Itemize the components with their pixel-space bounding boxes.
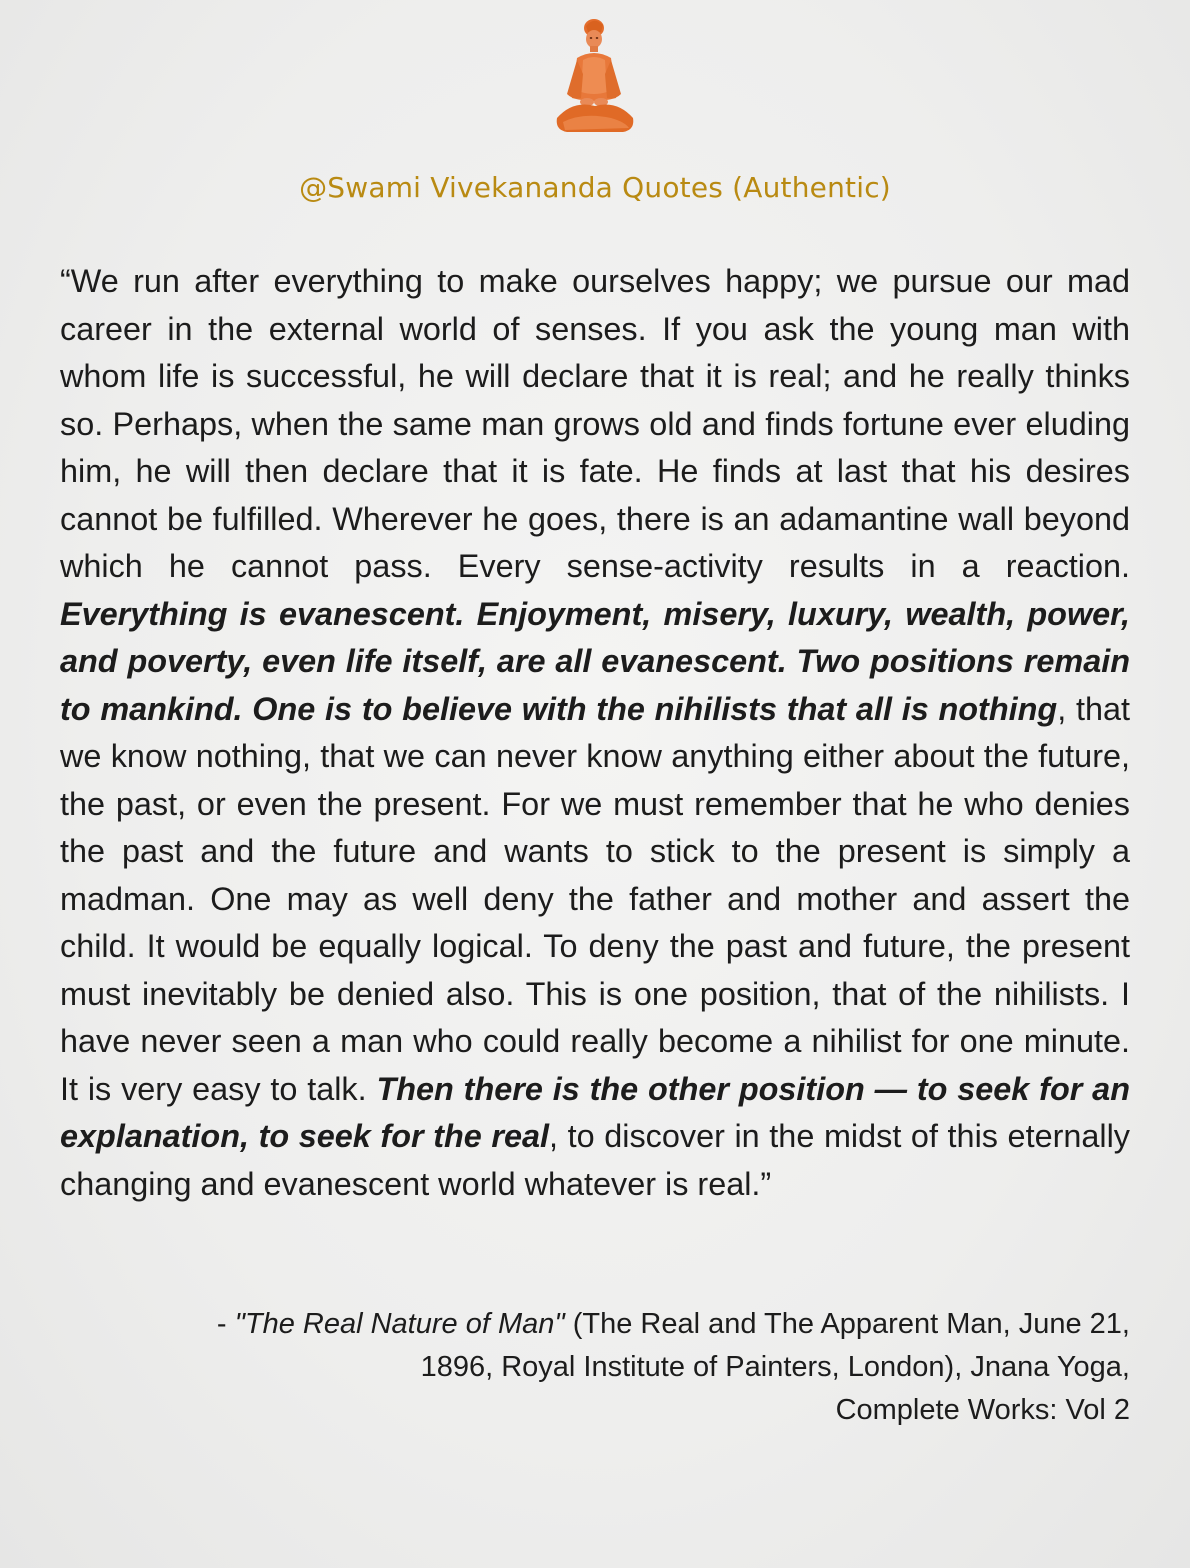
quote-text	[60, 258, 1130, 1208]
quote-segment: , to discover in the midst of this eternally changing and evanescent world whatever is real.”	[60, 1118, 1130, 1202]
citation-line-3: Complete Works: Vol 2	[835, 1394, 1130, 1426]
citation-line-1	[130, 1303, 1130, 1346]
quote-emphasis: Then there is the other position — to seek for an explanation, to seek for the real	[60, 1070, 1130, 1154]
citation-dash: -	[216, 1308, 235, 1340]
page-handle: @Swami Vivekananda Quotes (Authentic)	[299, 171, 891, 204]
citation-line-2: 1896, Royal Institute of Painters, London), Jnana Yoga,	[420, 1351, 1130, 1383]
meditating-monk-icon	[553, 14, 637, 134]
quote-emphasis: Everything is evanescent. Enjoyment, misery, luxury, wealth, power, and poverty, even life itself, are all evanescent. Two positions remain to mankind. One is to believe with the nihilists that all is nothing	[60, 595, 1130, 727]
citation-details: (The Real and The Apparent Man, June 21,	[564, 1308, 1130, 1340]
quote-segment: , that we know nothing, that we can never know anything either about the future, the past, or even the present. For we must remember that he who denies the past and the future and wants to stick to the present is simply a madman. One may as well deny the father and mother and assert the child. It would be equally logical. To deny the past and future, the present must inevitably be denied also. This is one position, that of the nihilists. I have never seen a man who could really become a nihilist for one minute. It is very easy to talk.	[60, 690, 1130, 1107]
citation-title: "The Real Nature of Man"	[234, 1308, 565, 1340]
quote-segment: “We run after everything to make ourselves happy; we pursue our mad career in the external world of senses. If you ask the young man with whom life is successful, he will declare that it is real; and he really thinks so. Perhaps, when the same man grows old and finds fortune ever eluding him, he will then declare that it is fate. He finds at last that his desires cannot be fulfilled. Wherever he goes, there is an adamantine wall beyond which he cannot pass. Every sense-activity results in a reaction.	[60, 263, 1130, 584]
citation	[130, 1303, 1130, 1432]
